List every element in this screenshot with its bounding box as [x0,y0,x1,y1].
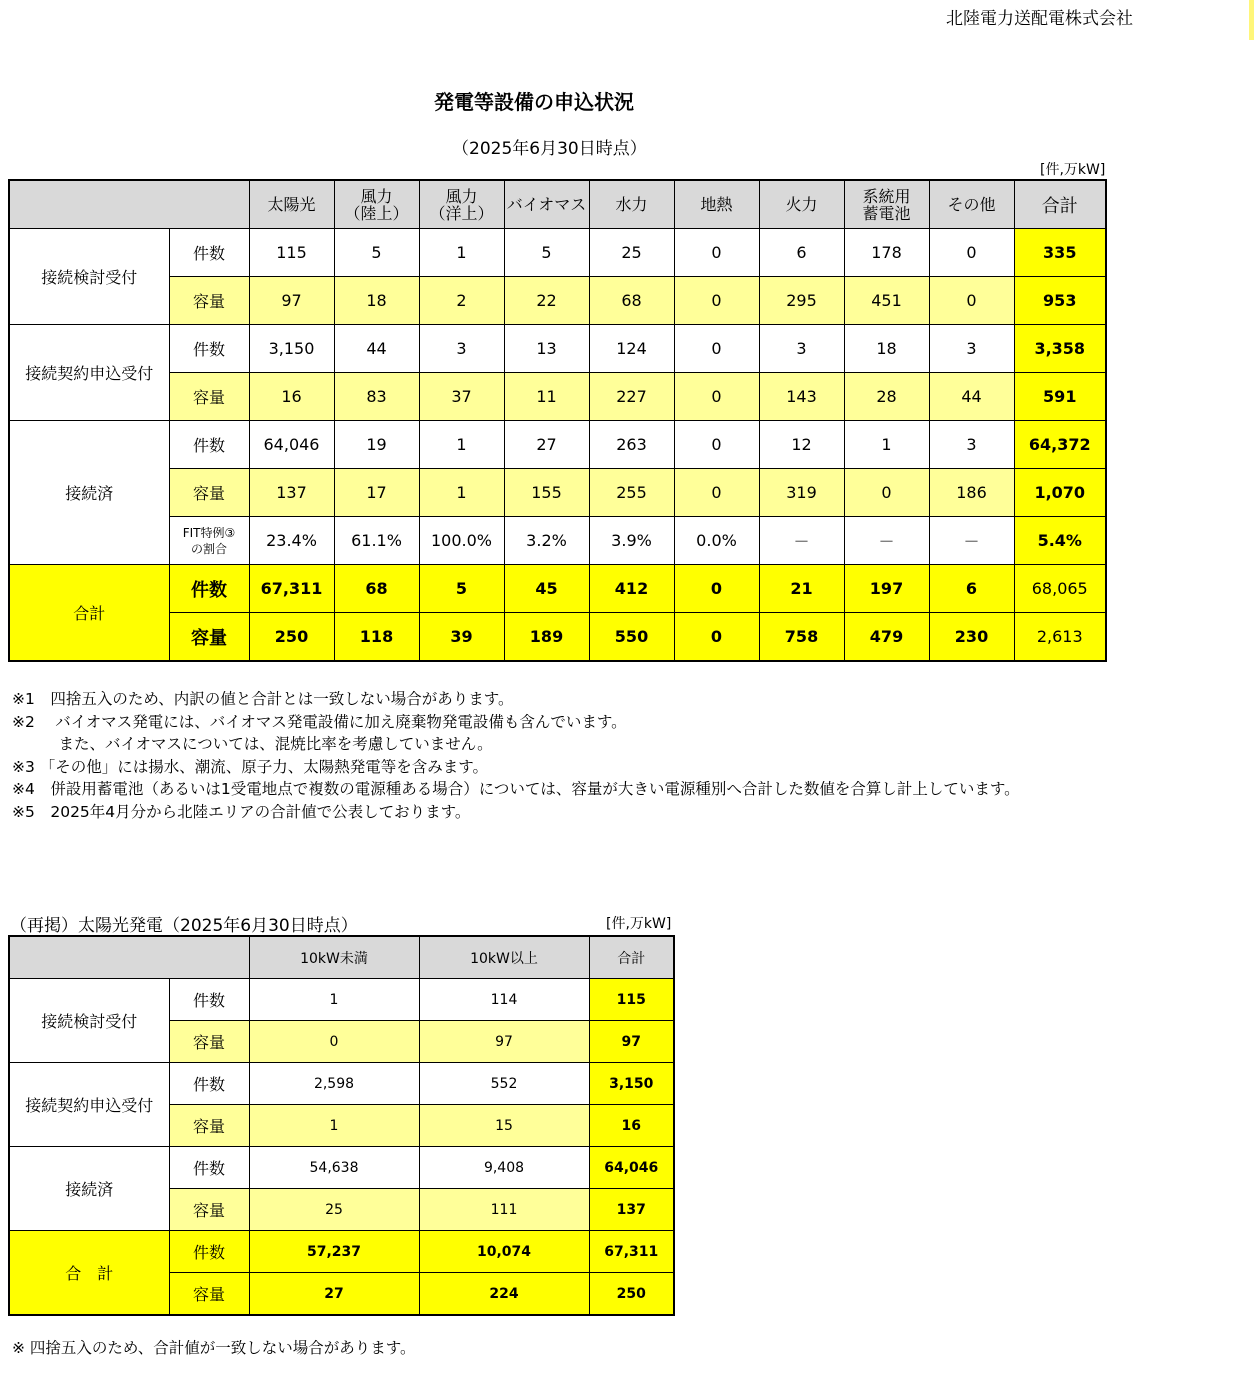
grand-total-label: 合計 [9,565,169,662]
note-2: ※2 バイオマス発電には、バイオマス発電設備に加え廃棄物発電設備も含んでいます。 [12,712,627,731]
col-header-hydro: 水力 [589,180,674,229]
row-total-cell: 3,358 [1014,325,1106,373]
group-label: 接続検討受付 [9,229,169,325]
value-cell: 0 [674,469,759,517]
value-cell: 61.1% [334,517,419,565]
row-label-capacity: 容量 [169,277,249,325]
value-cell: 137 [249,469,334,517]
solar-col-under-10kw: 10kW未満 [249,936,419,979]
value-cell: 3 [419,325,504,373]
col-header-biomass: バイオマス [504,180,589,229]
page-title: 発電等設備の申込状況 [434,90,634,114]
solar-value-cell: 1 [249,1105,419,1147]
value-cell: 12 [759,421,844,469]
value-cell: 118 [334,613,419,662]
solar-value-cell: 1 [249,979,419,1021]
value-cell: 68 [589,277,674,325]
value-cell: 1 [844,421,929,469]
row-label-capacity: 容量 [169,469,249,517]
solar-total-row [9,1231,674,1273]
value-cell: 3.2% [504,517,589,565]
total-row [9,613,1106,662]
value-cell: 412 [589,565,674,613]
value-cell: 295 [759,277,844,325]
solar-section-title: （再掲）太陽光発電（2025年6月30日時点） [10,916,358,936]
fit-label-line2: の割合 [190,541,227,556]
note-1: ※1 四捨五入のため、内訳の値と合計とは一致しない場合があります。 [12,690,514,708]
value-cell: 21 [759,565,844,613]
value-cell: 67,311 [249,565,334,613]
fit-ratio-label [169,517,249,565]
solar-value-cell: 0 [249,1021,419,1063]
note-4: ※4 併設用蓄電池（あるいは1受電地点で複数の電源種ある場合）については、容量が大きい電源種別へ合計した数値を合算し計上しています。 [12,780,1020,798]
main-status-table [8,179,1107,662]
solar-corner-cell [9,936,249,979]
data-row [9,421,1106,469]
solar-col-over-10kw: 10kW以上 [419,936,589,979]
solar-row-label-count: 件数 [169,979,249,1021]
solar-header-row [9,936,674,979]
row-total-cell: 64,372 [1014,421,1106,469]
solar-row-total-cell: 115 [589,979,674,1021]
solar-row-label-count: 件数 [169,1063,249,1105]
value-cell: 479 [844,613,929,662]
solar-row-label-capacity: 容量 [169,1273,249,1316]
value-cell: 2 [419,277,504,325]
value-cell: 23.4% [249,517,334,565]
value-cell: 97 [249,277,334,325]
col-header-other: その他 [929,180,1014,229]
solar-value-cell: 10,074 [419,1231,589,1273]
value-cell: 11 [504,373,589,421]
data-row [9,325,1106,373]
solar-value-cell: 25 [249,1189,419,1231]
fit-label-line1: FIT特例③ [182,525,236,540]
col-header-grid-battery: 系統用 蓄電池 [844,180,929,229]
value-cell: 0 [674,325,759,373]
solar-row-label-capacity: 容量 [169,1021,249,1063]
solar-row-total-cell: 64,046 [589,1147,674,1189]
value-cell: 1 [419,421,504,469]
solar-note: ※ 四捨五入のため、合計値が一致しない場合があります。 [12,1339,416,1357]
data-row [9,373,1106,421]
value-cell: 319 [759,469,844,517]
row-total-cell: 591 [1014,373,1106,421]
value-cell: 22 [504,277,589,325]
col-header-geothermal: 地熱 [674,180,759,229]
value-cell: 143 [759,373,844,421]
value-cell: 5 [334,229,419,277]
solar-value-cell: 114 [419,979,589,1021]
as-of-date: （2025年6月30日時点） [452,139,647,159]
value-cell: － [844,517,929,565]
value-cell: 0 [674,277,759,325]
value-cell: 0 [674,421,759,469]
solar-value-cell: 27 [249,1273,419,1316]
value-cell: 0 [674,613,759,662]
value-cell: 451 [844,277,929,325]
value-cell: 3 [759,325,844,373]
value-cell: 0 [929,229,1014,277]
value-cell: 68 [334,565,419,613]
value-cell: 100.0% [419,517,504,565]
total-row [9,565,1106,613]
row-total-cell: 335 [1014,229,1106,277]
data-row [9,277,1106,325]
note-2-cont: また、バイオマスについては、混焼比率を考慮していません。 [12,735,493,753]
solar-value-cell: 15 [419,1105,589,1147]
solar-data-row [9,1063,674,1105]
solar-value-cell: 2,598 [249,1063,419,1105]
value-cell: 3,150 [249,325,334,373]
row-total-cell: 953 [1014,277,1106,325]
solar-group-label: 接続検討受付 [9,979,169,1063]
row-label-count: 件数 [169,229,249,277]
row-total-cell: 5.4% [1014,517,1106,565]
value-cell: 758 [759,613,844,662]
solar-group-label: 接続済 [9,1147,169,1231]
solar-breakdown-table [8,935,675,1316]
value-cell: 17 [334,469,419,517]
solar-value-cell: 57,237 [249,1231,419,1273]
header-row [9,180,1106,229]
solar-unit-label: [件,万kW] [606,916,672,932]
company-name: 北陸電力送配電株式会社 [946,9,1133,29]
data-row [9,517,1106,565]
value-cell: 1 [419,469,504,517]
col-header-solar: 太陽光 [249,180,334,229]
value-cell: － [759,517,844,565]
value-cell: 45 [504,565,589,613]
edge-marker [1249,0,1254,40]
solar-grand-total-label: 合 計 [9,1231,169,1316]
value-cell: 263 [589,421,674,469]
row-label-count: 件数 [169,421,249,469]
value-cell: 5 [419,565,504,613]
value-cell: 83 [334,373,419,421]
solar-row-total-cell: 250 [589,1273,674,1316]
value-cell: 0 [674,373,759,421]
solar-value-cell: 224 [419,1273,589,1316]
value-cell: 44 [334,325,419,373]
value-cell: 250 [249,613,334,662]
value-cell: 27 [504,421,589,469]
value-cell: 0.0% [674,517,759,565]
value-cell: 255 [589,469,674,517]
notes-block [12,688,1020,823]
value-cell: 155 [504,469,589,517]
solar-row-label-capacity: 容量 [169,1189,249,1231]
value-cell: 28 [844,373,929,421]
value-cell: 37 [419,373,504,421]
row-label-capacity: 容量 [169,373,249,421]
value-cell: 230 [929,613,1014,662]
solar-value-cell: 9,408 [419,1147,589,1189]
value-cell: 6 [929,565,1014,613]
row-total-cell: 2,613 [1014,613,1106,662]
value-cell: 18 [334,277,419,325]
value-cell: 6 [759,229,844,277]
solar-group-label: 接続契約申込受付 [9,1063,169,1147]
data-row [9,229,1106,277]
value-cell: 115 [249,229,334,277]
value-cell: 3 [929,325,1014,373]
value-cell: 189 [504,613,589,662]
col-header-total: 合計 [1014,180,1106,229]
col-header-thermal: 火力 [759,180,844,229]
value-cell: 18 [844,325,929,373]
solar-row-label-count: 件数 [169,1231,249,1273]
solar-data-row [9,979,674,1021]
value-cell: 1 [419,229,504,277]
value-cell: 5 [504,229,589,277]
solar-row-total-cell: 137 [589,1189,674,1231]
col-header-wind-onshore: 風力 （陸上） [334,180,419,229]
solar-value-cell: 54,638 [249,1147,419,1189]
value-cell: 197 [844,565,929,613]
main-unit-label: [件,万kW] [1040,162,1106,178]
solar-row-total-cell: 97 [589,1021,674,1063]
row-label-count: 件数 [169,565,249,613]
solar-col-total: 合計 [589,936,674,979]
value-cell: 178 [844,229,929,277]
value-cell: 186 [929,469,1014,517]
value-cell: 550 [589,613,674,662]
group-label: 接続契約申込受付 [9,325,169,421]
value-cell: 19 [334,421,419,469]
data-row [9,469,1106,517]
group-label: 接続済 [9,421,169,565]
value-cell: 227 [589,373,674,421]
value-cell: 25 [589,229,674,277]
value-cell: 39 [419,613,504,662]
value-cell: 0 [674,565,759,613]
solar-row-total-cell: 3,150 [589,1063,674,1105]
value-cell: 44 [929,373,1014,421]
note-3: ※3 「その他」には揚水、潮流、原子力、太陽熱発電等を含みます。 [12,757,489,776]
value-cell: 16 [249,373,334,421]
value-cell: 124 [589,325,674,373]
corner-cell [9,180,249,229]
solar-row-label-count: 件数 [169,1147,249,1189]
value-cell: 13 [504,325,589,373]
value-cell: 3.9% [589,517,674,565]
solar-row-label-capacity: 容量 [169,1105,249,1147]
value-cell: 0 [844,469,929,517]
value-cell: 0 [674,229,759,277]
row-label-count: 件数 [169,325,249,373]
row-total-cell: 68,065 [1014,565,1106,613]
value-cell: 0 [929,277,1014,325]
solar-value-cell: 111 [419,1189,589,1231]
value-cell: 3 [929,421,1014,469]
row-total-cell: 1,070 [1014,469,1106,517]
solar-row-total-cell: 67,311 [589,1231,674,1273]
solar-value-cell: 97 [419,1021,589,1063]
row-label-capacity: 容量 [169,613,249,662]
note-5: ※5 2025年4月分から北陸エリアの合計値で公表しております。 [12,802,471,821]
col-header-wind-offshore: 風力 （洋上） [419,180,504,229]
solar-value-cell: 552 [419,1063,589,1105]
solar-data-row [9,1147,674,1189]
solar-row-total-cell: 16 [589,1105,674,1147]
value-cell: － [929,517,1014,565]
value-cell: 64,046 [249,421,334,469]
